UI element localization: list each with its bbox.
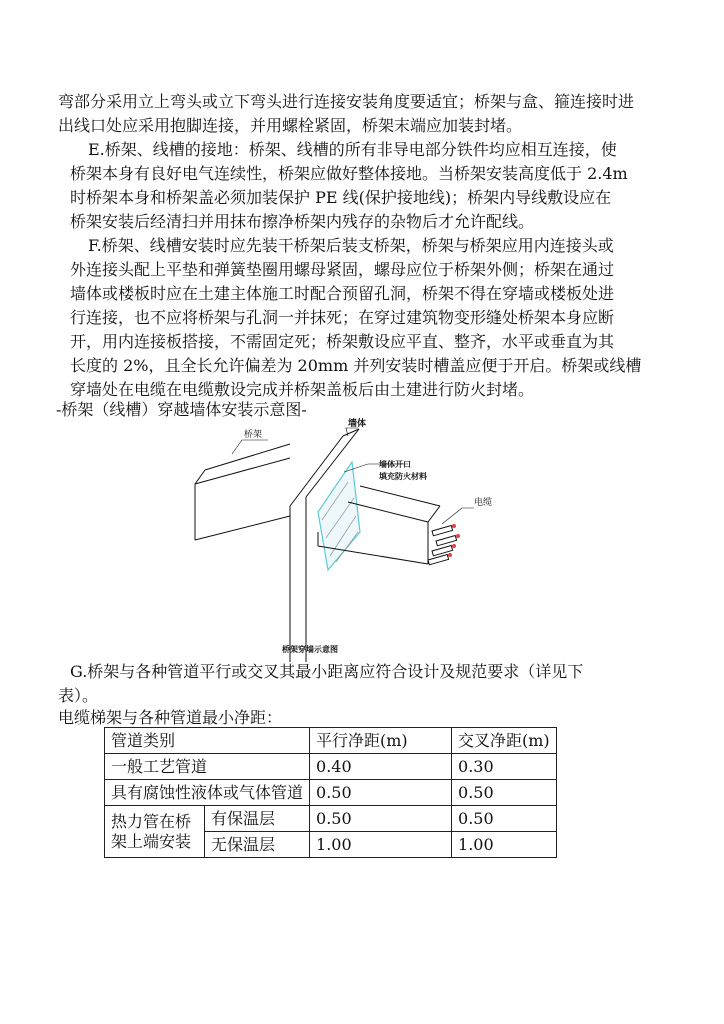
- clearance-table: [104, 727, 557, 858]
- label-fire-fill: 填充防火材料: [379, 471, 427, 481]
- text-line: 行连接，也不应将桥架与孔洞一并抹死；在穿过建筑物变形缝处桥架本身应断: [70, 308, 615, 327]
- header-parallel-clearance: 平行净距(m): [310, 728, 452, 754]
- cell-parallel: 1.00: [310, 832, 452, 858]
- cell-parallel: 0.50: [310, 780, 452, 806]
- tray-wall-penetration-figure: [170, 412, 540, 662]
- label-cable: 电缆: [474, 498, 493, 508]
- label-wall: 墙体: [348, 419, 367, 429]
- header-crossing-clearance: 交叉净距(m): [452, 728, 557, 754]
- text-line: 时桥架本身和桥架盖必须加装保护 PE 线(保护接地线)；桥架内导线敷设应在: [70, 188, 612, 207]
- header-pipe-type: 管道类别: [105, 728, 310, 754]
- cell-parallel: 0.50: [310, 806, 452, 832]
- table-row: [105, 806, 557, 832]
- cell-parallel: 0.40: [310, 754, 452, 780]
- figure-caption: 桥架穿墙示意图: [282, 644, 338, 654]
- table-row: [105, 754, 557, 780]
- paragraph-f-heading: F.桥架、线槽安装时应先装干桥架后装支桥架，桥架与桥架应用内连接头或: [88, 236, 614, 255]
- text-line: 墙体或楼板时应在土建主体施工时配合预留孔洞，桥架不得在穿墙或楼板处进: [70, 284, 615, 303]
- text-line: 长度的 2%，且全长允许偏差为 20mm 并列安装时槽盖应便于开启。桥架或线槽: [70, 356, 642, 375]
- cell-pipe-subtype: 有保温层: [205, 806, 310, 832]
- text-line: 外连接头配上平垫和弹簧垫圈用螺母紧固，螺母应位于桥架外侧；桥架在通过: [70, 260, 615, 279]
- table-row: [105, 780, 557, 806]
- cell-crossing: 1.00: [452, 832, 557, 858]
- group-label-line-2: 架上端安装: [111, 831, 192, 851]
- text-line: 表）。: [58, 686, 99, 705]
- table-title: 电缆梯架与各种管道最小净距：: [58, 708, 283, 727]
- cell-crossing: 0.50: [452, 780, 557, 806]
- table-header-row: [105, 728, 557, 754]
- text-line: 开，用内连接板搭接，不需固定死；桥架敷设应平直、整齐，水平或垂直为其: [70, 332, 615, 351]
- cell-pipe-subtype: 无保温层: [205, 832, 310, 858]
- cell-group-heat-pipe: [105, 806, 205, 858]
- cell-pipe-type: 具有腐蚀性液体或气体管道: [105, 780, 310, 806]
- text-line: 桥架本身有良好电气连续性，桥架应做好整体接地。当桥架安装高度低于 2.4m: [70, 164, 628, 183]
- paragraph-e-heading: E.桥架、线槽的接地：桥架、线槽的所有非导电部分铁件均应相互连接，使: [88, 140, 617, 159]
- cell-crossing: 0.50: [452, 806, 557, 832]
- figure-title: -桥架（线槽）穿越墙体安装示意图-: [56, 400, 307, 419]
- text-line: 穿墙处在电缆在电缆敷设完成并桥架盖板后由土建进行防火封堵。: [70, 380, 535, 399]
- label-tray: 桥架: [244, 430, 263, 440]
- label-wall-opening: 墙体开口: [379, 459, 411, 469]
- text-line: 弯部分采用立上弯头或立下弯头进行连接安装角度要适宜；桥架与盒、箍连接时进: [58, 92, 635, 111]
- group-label-line-1: 热力管在桥: [111, 811, 192, 831]
- paragraph-g-heading: G.桥架与各种管道平行或交叉其最小距离应符合设计及规范要求（详见下: [70, 662, 584, 681]
- text-line: 出线口处应采用抱脚连接，并用螺栓紧固，桥架末端应加装封堵。: [58, 116, 523, 135]
- fire-sealing-fill: [318, 462, 360, 570]
- text-line: 桥架安装后经清扫并用抹布擦净桥架内残存的杂物后才允许配线。: [70, 212, 535, 231]
- cell-pipe-type: 一般工艺管道: [105, 754, 310, 780]
- cell-crossing: 0.30: [452, 754, 557, 780]
